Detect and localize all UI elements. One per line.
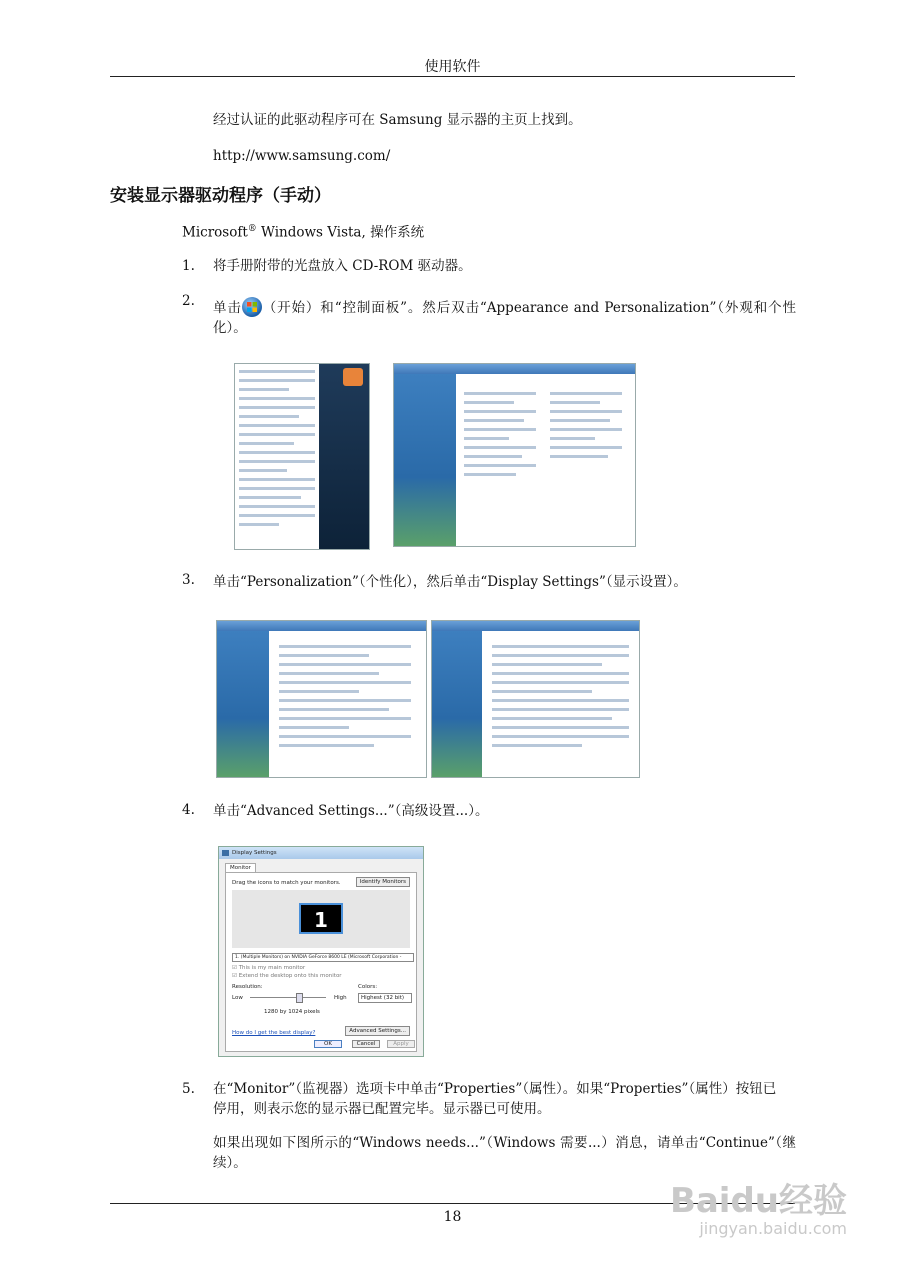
windows-start-icon	[242, 297, 262, 317]
resolution-slider[interactable]	[250, 997, 326, 998]
page-header: 使用软件	[424, 59, 481, 75]
step-2-number: 2.	[182, 293, 195, 309]
step-1-number: 1.	[182, 258, 195, 274]
low-label: Low	[232, 995, 243, 1001]
extend-desktop-label: Extend the desktop onto this monitor	[238, 973, 342, 979]
monitor-arrangement	[232, 890, 410, 948]
watermark-site: jingyan.baidu.com	[699, 1219, 847, 1238]
dialog-title: Display Settings	[232, 850, 277, 856]
appearance-screenshot	[216, 620, 427, 778]
step-4-text: 单击“Advanced Settings...”（高级设置...）。	[213, 803, 489, 819]
tab-monitor[interactable]: Monitor	[225, 863, 256, 872]
colors-label: Colors:	[358, 984, 378, 990]
identify-monitors-button[interactable]: Identify Monitors	[356, 877, 410, 887]
personalization-screenshot	[431, 620, 640, 778]
baidu-watermark	[670, 1183, 847, 1238]
display-icon	[222, 850, 229, 856]
step-2-text-b: （开始）和“控制面板”。然后双击“Appearance and Personalization”（外观和个性化）。	[213, 300, 797, 336]
extend-desktop-checkbox[interactable]: ☑ Extend the desktop onto this monitor	[232, 973, 342, 979]
os-suffix: Windows Vista, 操作系统	[256, 224, 425, 241]
ok-button[interactable]: OK	[314, 1040, 342, 1048]
registered-mark: ®	[247, 224, 257, 234]
resolution-label: Resolution:	[232, 984, 263, 990]
start-menu-screenshot	[234, 363, 370, 550]
watermark-brand: Baidu经验	[669, 1181, 847, 1221]
resolution-value: 1280 by 1024 pixels	[264, 1009, 320, 1015]
page-number: 18	[443, 1209, 462, 1225]
slider-thumb[interactable]	[296, 993, 303, 1003]
step-2-text	[213, 297, 796, 338]
continue-note: 如果出现如下图所示的“Windows needs...”（Windows 需要...）消息，请单击“Continue”（继续）。	[213, 1135, 796, 1171]
main-monitor-checkbox[interactable]: ☑ This is my main monitor	[232, 965, 306, 971]
advanced-settings-button[interactable]: Advanced Settings...	[345, 1026, 410, 1036]
control-panel-screenshot	[393, 363, 636, 547]
colors-select[interactable]: Highest (32 bit)	[358, 993, 412, 1003]
display-settings-dialog	[218, 846, 424, 1057]
monitor-select[interactable]: 1. (Multiple Monitors) on NVIDIA GeForce 8600 LE (Microsoft Corporation -	[232, 953, 414, 962]
drag-label: Drag the icons to match your monitors.	[232, 880, 341, 886]
header-rule	[110, 76, 795, 77]
os-prefix: Microsoft	[182, 224, 248, 241]
main-monitor-label: This is my main monitor	[238, 965, 306, 971]
monitor-1-tile[interactable]: 1	[299, 903, 343, 934]
dialog-titlebar	[219, 847, 423, 859]
samsung-url[interactable]: http://www.samsung.com/	[213, 148, 391, 164]
step-3-text: 单击“Personalization”（个性化），然后单击“Display Settings”（显示设置）。	[213, 574, 687, 590]
step-1-text: 将手册附带的光盘放入 CD-ROM 驱动器。	[213, 258, 472, 274]
dialog-panel	[225, 872, 417, 1052]
cancel-button[interactable]: Cancel	[352, 1040, 380, 1048]
os-label	[182, 219, 424, 243]
apply-button[interactable]: Apply	[387, 1040, 415, 1048]
section-title: 安装显示器驱动程序（手动）	[110, 186, 331, 206]
step-3-number: 3.	[182, 572, 195, 588]
help-link[interactable]: How do I get the best display?	[232, 1030, 316, 1036]
step-2-text-a: 单击	[213, 300, 242, 316]
step-4-number: 4.	[182, 802, 195, 818]
step-5-text: 在“Monitor”（监视器）选项卡中单击“Properties”（属性）。如果“Properties”（属性）按钮已停用，则表示您的显示器已配置完毕。显示器已可使用。	[213, 1081, 777, 1117]
step-5-number: 5.	[182, 1081, 195, 1097]
intro-text: 经过认证的此驱动程序可在 Samsung 显示器的主页上找到。	[213, 112, 582, 128]
high-label: High	[334, 995, 347, 1001]
